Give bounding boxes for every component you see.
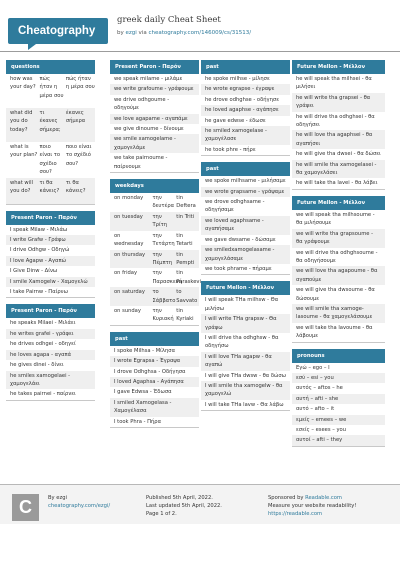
question-translit: πώς ήταν η μέρα σου bbox=[65, 76, 95, 91]
list-item: we will drive tha odhghsoume - θα οδηγήσουμε bbox=[296, 249, 378, 264]
past-we-box bbox=[201, 162, 290, 275]
pronouns-list bbox=[292, 363, 385, 446]
author-avatar[interactable]: C bbox=[12, 494, 39, 521]
list-item: he will give tha dwsei - θα δώσει bbox=[296, 151, 381, 158]
table-row bbox=[6, 178, 95, 204]
weekday-greek: την Κυριακή bbox=[152, 307, 174, 323]
present-we-list bbox=[110, 74, 199, 172]
list-item: we take pairnoume - παίρνουμε bbox=[114, 155, 168, 170]
list-item: we smiledxamogelasame - χαμογελάσαμε bbox=[201, 245, 290, 264]
updated-date: Last updated 5th April, 2022. bbox=[146, 503, 222, 509]
byline bbox=[117, 30, 251, 36]
weekday-english: on monday bbox=[114, 195, 144, 202]
list-item: he gives dinei - δίνει bbox=[10, 362, 64, 369]
list-item: we smile xamogelame - χαμογελάμε bbox=[110, 134, 199, 153]
present-he-heading: Present Paron - Παρόν bbox=[6, 304, 95, 318]
list-item: he drove odhghse - οδήγησε bbox=[205, 96, 280, 103]
table-row bbox=[110, 250, 199, 269]
list-item: he spoke milhse - μίλησε bbox=[205, 76, 270, 82]
weekday-translit: tin Triti bbox=[176, 213, 195, 220]
list-item: we drive odhgoume - οδηγούμε bbox=[114, 96, 170, 112]
list-item: he loved agaphse - αγάπησε bbox=[201, 105, 290, 115]
list-item: we will speak tha milhsoume - θα μιλήσουμε bbox=[296, 211, 375, 227]
list-item: I speak Milaw - Μιλάω bbox=[10, 226, 68, 233]
sheet-url-link[interactable]: cheatography.com/146009/cs/31513/ bbox=[148, 30, 252, 36]
present-i-heading: Present Paron - Παρόν bbox=[6, 211, 95, 225]
present-we-box bbox=[110, 60, 199, 173]
future-i-heading: Future Mellon - Μέλλον bbox=[201, 281, 290, 295]
past-i-box bbox=[110, 332, 199, 428]
weekday-greek: την Παρασκευή bbox=[152, 270, 182, 285]
list-item: I will love THa agapw - θα αγαπώ bbox=[201, 352, 290, 371]
list-item: he will love tha agaphsei - θα αγαπήσει bbox=[292, 130, 385, 149]
question-english: what will you do? bbox=[10, 179, 33, 195]
sponsor-line bbox=[268, 494, 356, 502]
list-item: I will write THa grapsw - Θα γράψω bbox=[201, 314, 290, 333]
list-item: αυτός – aftos – he bbox=[296, 385, 343, 392]
past-we-list bbox=[201, 176, 290, 274]
list-item: he will write tha grapsei - θα γράψει bbox=[292, 93, 385, 112]
list-item: I smile Xamogelw - Χαμογελώ bbox=[6, 277, 95, 287]
cheatography-logo[interactable]: Cheatography bbox=[8, 18, 108, 44]
table-row bbox=[110, 306, 199, 325]
question-greek: τι έκανες σήμερα; bbox=[39, 110, 61, 133]
future-i-box bbox=[201, 281, 290, 411]
list-item: he drives odhgei - οδηγεί bbox=[10, 341, 76, 348]
page-header bbox=[0, 0, 400, 52]
list-item: he loves agapa - αγαπά bbox=[6, 350, 95, 360]
present-i-list bbox=[6, 225, 95, 298]
weekday-greek: την δευτέρα bbox=[152, 195, 175, 210]
past-i-list bbox=[110, 346, 199, 427]
list-item: I love Agapw - Αγαπώ bbox=[6, 256, 95, 266]
list-item: we will love tha agapoume - θα αγαπούμε bbox=[292, 266, 385, 285]
list-item: we loved agaphsame - αγαπήσαμε bbox=[201, 216, 290, 235]
list-item: we will write tha grapsoume - θα γράψουμε bbox=[292, 229, 385, 248]
footer-by: By ezgi bbox=[48, 495, 67, 501]
list-item: we wrote grapsame - γράψαμε bbox=[201, 187, 290, 197]
page-footer bbox=[0, 484, 400, 524]
present-he-list bbox=[6, 318, 95, 399]
list-item: we speak milame - μιλάμε bbox=[114, 76, 183, 82]
question-english: what is your plan? bbox=[10, 144, 38, 159]
list-item: I take Pairnw - Παίρνω bbox=[10, 289, 68, 296]
list-item: he speaks Milaei - Μιλάει bbox=[10, 320, 76, 327]
list-item: we will smile tha xamoge-lasoume - θα χαμογελάσουμε bbox=[292, 304, 385, 323]
future-we-heading: Future Mellon - Μέλλον bbox=[292, 196, 385, 210]
weekday-translit: tin Deftera bbox=[176, 195, 196, 210]
question-greek: τι θα κάνεις? bbox=[39, 179, 60, 195]
byline-via: via bbox=[136, 30, 149, 36]
question-translit: ποιο είναι το σχέδιό σου? bbox=[65, 144, 92, 167]
author-link[interactable]: ezgi bbox=[125, 30, 137, 36]
list-item: I will smile tha xamogelw - θα χαμογελώ bbox=[201, 381, 290, 400]
weekday-english: on saturday bbox=[114, 289, 145, 296]
sponsor-prefix: Sponsored by bbox=[268, 495, 306, 501]
list-item: we love agapame - αγαπάμε bbox=[110, 114, 199, 124]
list-item: he gave edwse - έδωσε bbox=[205, 117, 266, 124]
list-item: I Give Dinw - Δίνω bbox=[10, 268, 58, 275]
present-we-heading: Present Paron - Παρόν bbox=[110, 60, 199, 74]
weekday-english: on friday bbox=[114, 270, 138, 277]
list-item: we give dinoume - δίνουμε bbox=[114, 126, 184, 133]
present-i-box bbox=[6, 211, 95, 299]
weekday-translit: tin Pempti bbox=[176, 251, 195, 266]
list-item: he will drive tha odhghsei - θα οδηγήσει bbox=[296, 113, 375, 129]
weekday-english: on thursday bbox=[114, 251, 146, 258]
column-1 bbox=[6, 60, 95, 407]
column-2 bbox=[110, 60, 199, 434]
question-english: what did you do today? bbox=[10, 110, 33, 133]
list-item: he smiled xamogelase - χαμογέλασε bbox=[201, 126, 290, 145]
question-translit: έκανες σήμερα bbox=[65, 110, 86, 125]
list-item: εσείς – esees – you bbox=[296, 427, 346, 433]
list-item: he takes pairnei - παίρνει bbox=[10, 391, 76, 398]
table-row bbox=[110, 231, 199, 250]
future-we-list bbox=[292, 210, 385, 342]
list-item: αυτό – afto – it bbox=[296, 406, 335, 413]
past-i-heading: past bbox=[110, 332, 199, 346]
list-item: we gave dwsame - δώσαμε bbox=[205, 236, 276, 243]
questions-heading: questions bbox=[6, 60, 95, 74]
weekday-english: on wednesday bbox=[114, 232, 144, 248]
footer-author-link[interactable]: cheatography.com/ezgi/ bbox=[48, 503, 111, 509]
weekday-greek: το Σάββατο bbox=[152, 289, 176, 304]
column-4 bbox=[292, 60, 385, 453]
list-item: I will give THa dwsw - θα δώσω bbox=[205, 372, 286, 379]
future-he-box bbox=[292, 60, 385, 190]
present-he-box bbox=[6, 304, 95, 400]
logo-tab-shape bbox=[28, 44, 36, 50]
table-row bbox=[110, 287, 199, 306]
list-item: I spoke Milhsa - Μίλησα bbox=[114, 347, 176, 354]
future-he-list bbox=[292, 74, 385, 189]
past-we-heading: past bbox=[201, 162, 290, 176]
question-english: how was your day? bbox=[10, 76, 36, 91]
weekday-translit: to Savvato bbox=[176, 289, 198, 304]
sponsor-link[interactable]: Readable.com bbox=[305, 495, 342, 501]
page-title: greek daily Cheat Sheet bbox=[117, 15, 221, 25]
table-row bbox=[6, 74, 95, 108]
table-row bbox=[6, 142, 95, 178]
list-item: he will take tha lavei - θα λάβει bbox=[296, 180, 378, 187]
question-translit: τι θα κάνεις? bbox=[65, 179, 86, 195]
list-item: I will drive tha odhghsw - θα οδηγήσω bbox=[205, 334, 279, 350]
list-item: he smiles xamogelaei - χαμογελάει bbox=[6, 371, 95, 390]
table-row bbox=[6, 108, 95, 142]
footer-sponsor bbox=[268, 494, 356, 518]
sponsor-url-link[interactable]: https://readable.com bbox=[268, 511, 323, 517]
weekday-greek: την Τετάρτη bbox=[152, 232, 175, 248]
list-item: I drove Odhghsa - Οδήγησα bbox=[114, 368, 186, 375]
question-greek: ποιο είναι το σχέδιο σου? bbox=[39, 144, 61, 176]
questions-box bbox=[6, 60, 95, 205]
list-item: he will speak tha milhsei - θα μιλήσει bbox=[296, 76, 372, 91]
list-item: we will give tha dwsoume - θα δώσουμε bbox=[296, 287, 375, 302]
past-he-list bbox=[201, 74, 290, 155]
pronouns-box bbox=[292, 349, 385, 447]
future-i-list bbox=[201, 295, 290, 410]
future-he-heading: Future Mellon - Μέλλον bbox=[292, 60, 385, 74]
weekday-greek: την Τρίτη bbox=[152, 213, 168, 229]
sponsor-tagline: Measure your website readability! bbox=[268, 503, 357, 509]
list-item: we will take tha lavoume - θα λάβουμε bbox=[296, 324, 373, 340]
table-row bbox=[110, 193, 199, 212]
list-item: I smiled Xamogelasa - Χαμογέλασα bbox=[110, 398, 199, 417]
weekday-greek: την Πέμπτη bbox=[152, 251, 172, 266]
list-item: αυτοί – afti – they bbox=[292, 435, 385, 445]
list-item: he will smile tha xamogelasei - θα χαμογελάσει bbox=[292, 160, 385, 179]
question-greek: πώς ήταν η μέρα σου bbox=[39, 76, 64, 99]
list-item: he writes grafei - γράφει bbox=[6, 329, 95, 339]
table-row bbox=[110, 268, 199, 287]
list-item: I drive Odhgw - Οδηγώ bbox=[10, 247, 70, 254]
list-item: I wrote Egrapsa - Έγραψα bbox=[110, 356, 199, 366]
list-item: I gave Edwsa - Έδωσα bbox=[114, 389, 172, 396]
list-item: we took phrame - πήραμε bbox=[205, 265, 272, 272]
weekday-translit: tin Tetarti bbox=[176, 232, 193, 248]
published-date: Published 5th April, 2022. bbox=[146, 495, 213, 501]
list-item: we write grafoume - γράφουμε bbox=[110, 84, 199, 94]
list-item: I will speak THa milhsw - Θα μιλήσω bbox=[205, 297, 279, 312]
list-item: εμείς – emees – we bbox=[292, 415, 385, 425]
byline-by: by bbox=[117, 30, 126, 36]
weekday-translit: tin Kyriaki bbox=[176, 307, 194, 323]
weekdays-box bbox=[110, 179, 199, 326]
list-item: he wrote egrapse - έγραψε bbox=[201, 84, 290, 94]
table-row bbox=[110, 212, 199, 231]
future-we-box bbox=[292, 196, 385, 343]
weekday-translit: tin Paraskevi bbox=[176, 270, 201, 285]
list-item: I took Phra - Πήρα bbox=[114, 418, 162, 425]
list-item: we spoke milhsame - μιλήσαμε bbox=[205, 178, 286, 185]
list-item: εσύ – esi – you bbox=[292, 373, 385, 383]
past-he-heading: past bbox=[201, 60, 290, 74]
list-item: he took phre - πήρε bbox=[205, 146, 256, 153]
page-number: Page 1 of 2. bbox=[146, 511, 177, 517]
footer-author bbox=[48, 494, 110, 510]
list-item: αυτή – afti – she bbox=[292, 394, 385, 404]
list-item: Εγώ – ego – I bbox=[296, 364, 330, 371]
weekday-english: on tuesday bbox=[114, 213, 143, 220]
weekday-english: on sunday bbox=[114, 307, 141, 314]
list-item: I will take THa lavw - Θα λάβω bbox=[205, 401, 284, 408]
list-item: I write Grafw - Γράφω bbox=[6, 235, 95, 245]
past-he-box bbox=[201, 60, 290, 156]
footer-dates bbox=[146, 494, 222, 518]
questions-table bbox=[6, 74, 95, 204]
weekdays-table bbox=[110, 193, 199, 325]
weekdays-heading: weekdays bbox=[110, 179, 199, 193]
list-item: we drove odhghsame - οδηγήσαμε bbox=[205, 199, 265, 214]
list-item: I loved Agaphsa - Αγάπησα bbox=[110, 377, 199, 387]
column-3 bbox=[201, 60, 290, 417]
pronouns-heading: pronouns bbox=[292, 349, 385, 363]
